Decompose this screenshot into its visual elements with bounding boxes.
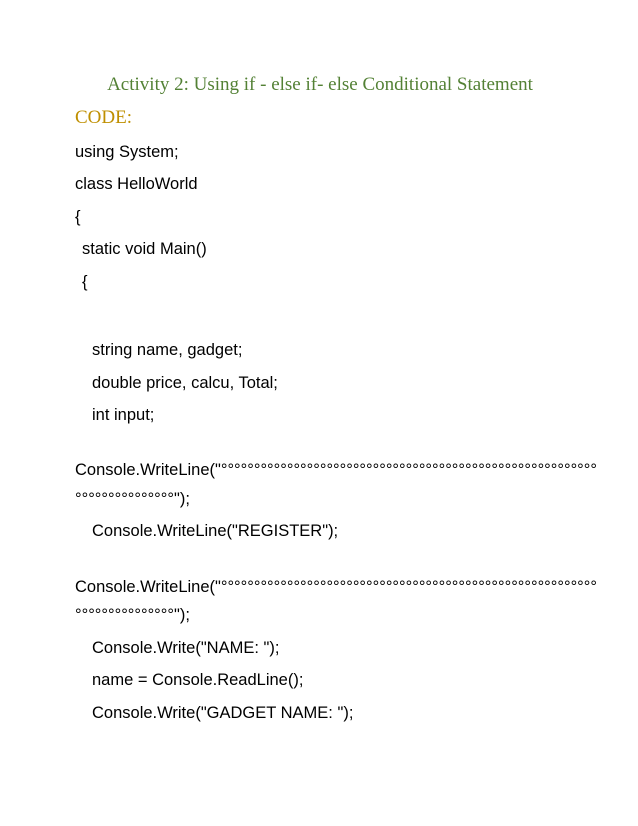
code-line: int input; (92, 406, 155, 424)
code-line: name = Console.ReadLine(); (92, 671, 304, 689)
code-line: { (75, 208, 81, 226)
code-line: Console.WriteLine("REGISTER"); (92, 522, 339, 540)
activity-title (0, 74, 638, 96)
code-line: Console.WriteLine("°°°°°°°°°°°°°°°°°°°°°°°°°°°°°°°°°°°°°°°°°°°°°°°°°°°°°°°°° (75, 461, 597, 479)
code-line: { (82, 273, 88, 291)
code-line: °°°°°°°°°°°°°°°"); (75, 606, 190, 624)
code-line: using System; (75, 143, 179, 161)
code-line: Console.Write("NAME: "); (92, 639, 280, 657)
activity-title-text: Activity 2: Using if - else if- else Conditional Statement (107, 74, 533, 95)
code-line: static void Main() (82, 240, 207, 258)
code-label: CODE: (75, 107, 132, 128)
code-line: double price, calcu, Total; (92, 374, 278, 392)
code-line: °°°°°°°°°°°°°°°"); (75, 490, 190, 508)
code-line: class HelloWorld (75, 175, 198, 193)
code-line: Console.WriteLine("°°°°°°°°°°°°°°°°°°°°°°°°°°°°°°°°°°°°°°°°°°°°°°°°°°°°°°°°° (75, 578, 597, 596)
code-line: Console.Write("GADGET NAME: "); (92, 704, 354, 722)
code-line: string name, gadget; (92, 341, 243, 359)
